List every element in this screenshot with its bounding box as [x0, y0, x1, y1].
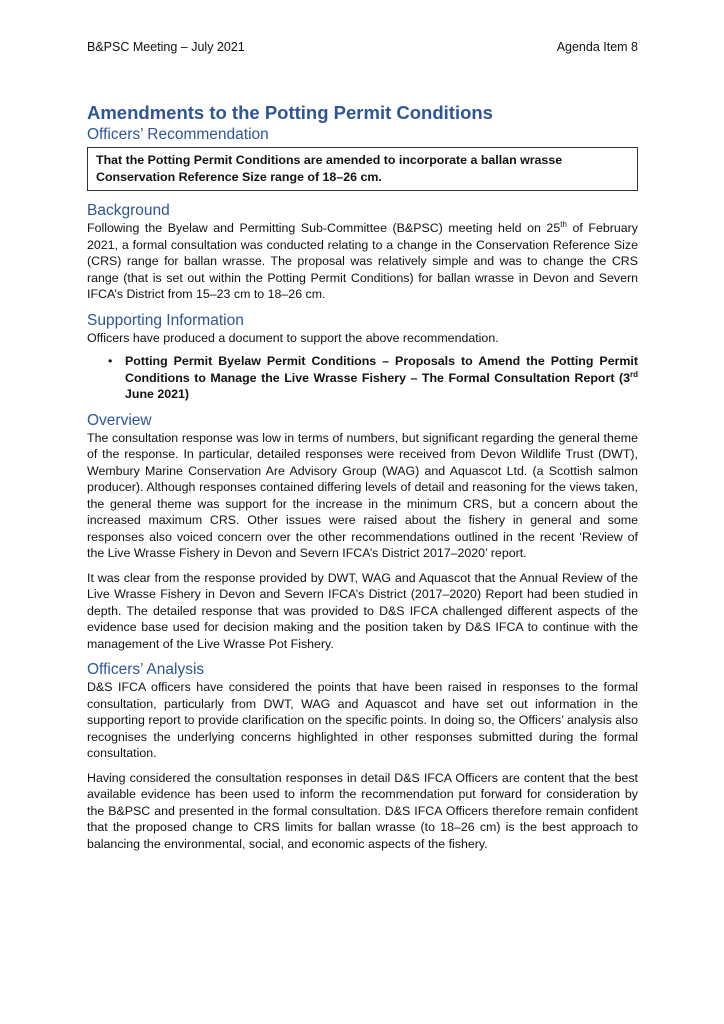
supporting-heading: Supporting Information	[87, 311, 244, 329]
header-meeting: B&PSC Meeting – July 2021	[87, 40, 245, 54]
supporting-bullet-text	[125, 353, 638, 403]
overview-heading: Overview	[87, 411, 152, 429]
analysis-paragraph-2: Having considered the consultation responses in detail D&S IFCA Officers are content that the best available evidence has been used to inform the recommendation put forward for consideration by the B&PSC and presented in the formal consultation. D&S IFCA Officers therefore remain confident that the proposed change to CRS limits for ballan wrasse (to 18–26 cm) is the best approach to balancing the environmental, social, and economic aspects of the fishery.	[87, 770, 638, 851]
background-sup: th	[560, 219, 567, 229]
bullet-text-2: June 2021)	[125, 387, 190, 401]
background-heading: Background	[87, 202, 170, 219]
supporting-intro: Officers have produced a document to support the above recommendation.	[87, 330, 499, 345]
document-page	[87, 38, 638, 852]
bullet-text-1: Potting Permit Byelaw Permit Conditions – Proposals to Amend the Potting Permit Conditions to Manage the Live Wrasse Fishery – The Formal Consultation Report (3	[125, 354, 638, 385]
overview-paragraph-1: The consultation response was low in terms of numbers, but significant regarding the general theme of the response. In particular, detailed responses were received from Devon Wildlife Trust (DWT), Wembury Marine Conservation Are Advisory Group (WAG) and Aquascot Ltd. (a Scottish salmon producer). Although responses contained differing levels of detail and reasoning for the views taken, the general theme was support for the increase in the minimum CRS, but a concern about the increased maximum CRS. Other issues were raised about the fishery in general and some responses also voiced concern over the other recommendations outlined in the recent ‘Review of the Live Wrasse Fishery in Devon and Severn IFCA’s District 2017–2020’ report.	[87, 430, 638, 560]
bullet-icon: •	[108, 354, 113, 368]
analysis-paragraph-1: D&S IFCA officers have considered the points that have been raised in responses to the formal consultation, particularly from DWT, WAG and Aquascot and have set out information in the supporting report to provide clarification on the specific points. In doing so, the Officers’ analysis also recognises the underlying concerns highlighted in other responses submitted during the formal consultation.	[87, 680, 638, 760]
supporting-bullet-item	[87, 353, 638, 403]
overview-paragraph-2: It was clear from the response provided by DWT, WAG and Aquascot that the Annual Review of the Live Wrasse Fishery in Devon and Severn IFCA’s District (2017–2020) Report had been studied in depth. The detailed response that was provided to D&S IFCA challenged different aspects of the evidence base used for decision making and the position taken by D&S IFCA to continue with the management of the Live Wrasse Pot Fishery.	[87, 570, 638, 651]
header-agenda-item: Agenda Item 8	[556, 40, 638, 54]
page-title: Amendments to the Potting Permit Conditions	[87, 102, 493, 123]
analysis-heading: Officers’ Analysis	[87, 661, 205, 678]
background-paragraph	[87, 220, 638, 303]
recommendation-text: That the Potting Permit Conditions are amended to incorporate a ballan wrasse Conservation Reference Size range of 18–26 cm.	[96, 153, 563, 184]
background-text-1: Following the Byelaw and Permitting Sub-Committee (B&PSC) meeting held on 25	[87, 221, 561, 235]
recommendation-heading: Officers’ Recommendation	[87, 126, 269, 143]
bullet-sup: rd	[630, 369, 638, 379]
recommendation-box	[87, 147, 638, 191]
page-header	[87, 38, 638, 56]
background-text-2: of February 2021, a formal consultation was conducted relating to a change in the Conservation Reference Size (CRS) range for ballan wrasse. The proposal was relatively simple and was to change the CRS range (that is set out within the Potting Permit Conditions) for ballan wrasse in Devon and Severn IFCA’s District from 15–23 cm to 18–26 cm.	[87, 221, 638, 301]
